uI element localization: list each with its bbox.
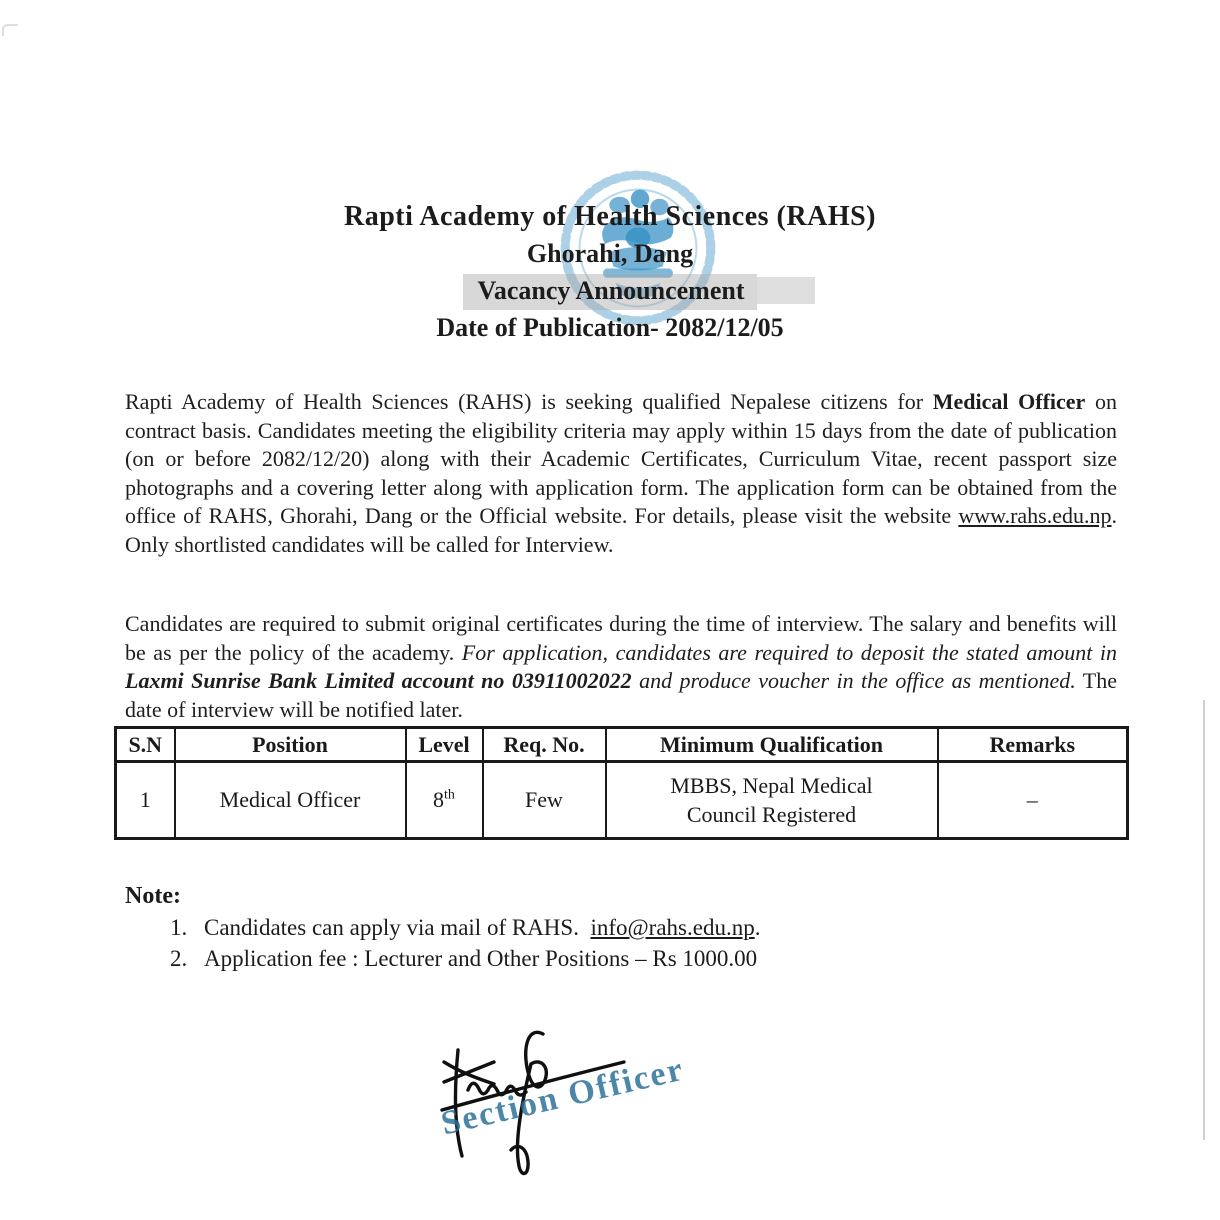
intro-paragraph — [125, 388, 1117, 560]
document-header — [0, 198, 1220, 346]
note-item-2-text: Application fee : Lecturer and Other Positions – Rs 1000.00 — [204, 946, 758, 971]
note-item-2-number: 2. — [170, 946, 188, 971]
academy-location: Ghorahi, Dang — [526, 239, 694, 268]
header-req-no: Req. No. — [483, 728, 606, 762]
website-link: www.rahs.edu.np — [958, 503, 1112, 529]
note-item-2 — [125, 943, 1025, 974]
note-label: Note: — [125, 883, 181, 909]
application-instruction-italic: For application, candidates are required to deposit the stated amount in — [461, 639, 1118, 665]
position-name-bold: Medical Officer — [932, 389, 1086, 414]
scan-speck — [2, 24, 18, 36]
header-position: Position — [175, 728, 406, 762]
intro-text-end: . Only shortlisted candidates will be called for Interview. — [125, 503, 1117, 557]
email-link: info@rahs.edu.np — [590, 915, 755, 940]
note-item-1-number: 1. — [170, 915, 188, 940]
header-remarks: Remarks — [938, 728, 1128, 762]
intro-text-continued: on contract basis. Candidates meeting the eligibility criteria may apply within 15 days from the date of publication (on or before 2082/12/20) along with their Academic Certificates, Curriculum Vitae, recent passport size photographs and a covering letter along with application form. The application form can be obtained from the office of RAHS, Ghorahi, Dang or the Official website. For details, please visit the website — [125, 389, 1117, 529]
bank-account-bold-italic: Laxmi Sunrise Bank Limited account no 03911002022 — [125, 668, 632, 694]
requirements-text: Candidates are required to submit original certificates during the time of interview. The salary and benefits will be as per the policy of the academy. — [125, 611, 1117, 665]
header-level: Level — [406, 728, 483, 762]
cell-sn: 1 — [116, 762, 175, 839]
table-row — [116, 762, 1128, 839]
cell-level — [406, 762, 483, 839]
level-ordinal-suffix: th — [444, 787, 455, 803]
scan-edge-line — [1203, 700, 1205, 1140]
header-minimum-qualification: Minimum Qualification — [606, 728, 938, 762]
vacancy-announcement-heading — [0, 274, 1220, 310]
signature-block — [428, 1010, 748, 1200]
academy-title: Rapti Academy of Health Sciences (RAHS) — [343, 201, 876, 232]
table-header-row — [116, 728, 1128, 762]
interview-date-text: The date of interview will be notified later. — [125, 668, 1117, 722]
vacancy-table — [114, 726, 1129, 840]
header-sn: S.N — [116, 728, 175, 762]
section-officer-stamp: Section Officer — [437, 1050, 688, 1143]
note-item-1-text — [204, 912, 760, 943]
note-item-1-body: Candidates can apply via mail of RAHS. — [204, 915, 591, 940]
cell-req-no: Few — [483, 762, 606, 839]
publication-date: Date of Publication- 2082/12/05 — [436, 313, 784, 342]
voucher-instruction-italic: and produce voucher in the office as mentioned. — [631, 668, 1076, 694]
cell-remarks: – — [938, 762, 1128, 839]
requirements-paragraph — [125, 610, 1117, 724]
intro-text: Rapti Academy of Health Sciences (RAHS) is seeking qualified Nepalese citizens for — [125, 389, 933, 414]
highlighted-heading-text: Vacancy Announcement — [463, 274, 756, 310]
note-section — [125, 880, 1025, 974]
note-item-1-period: . — [754, 915, 761, 940]
cell-position: Medical Officer — [175, 762, 406, 839]
note-item-1 — [125, 912, 1025, 943]
level-number: 8 — [433, 787, 445, 812]
cell-qualification: MBBS, Nepal Medical Council Registered — [606, 762, 938, 839]
